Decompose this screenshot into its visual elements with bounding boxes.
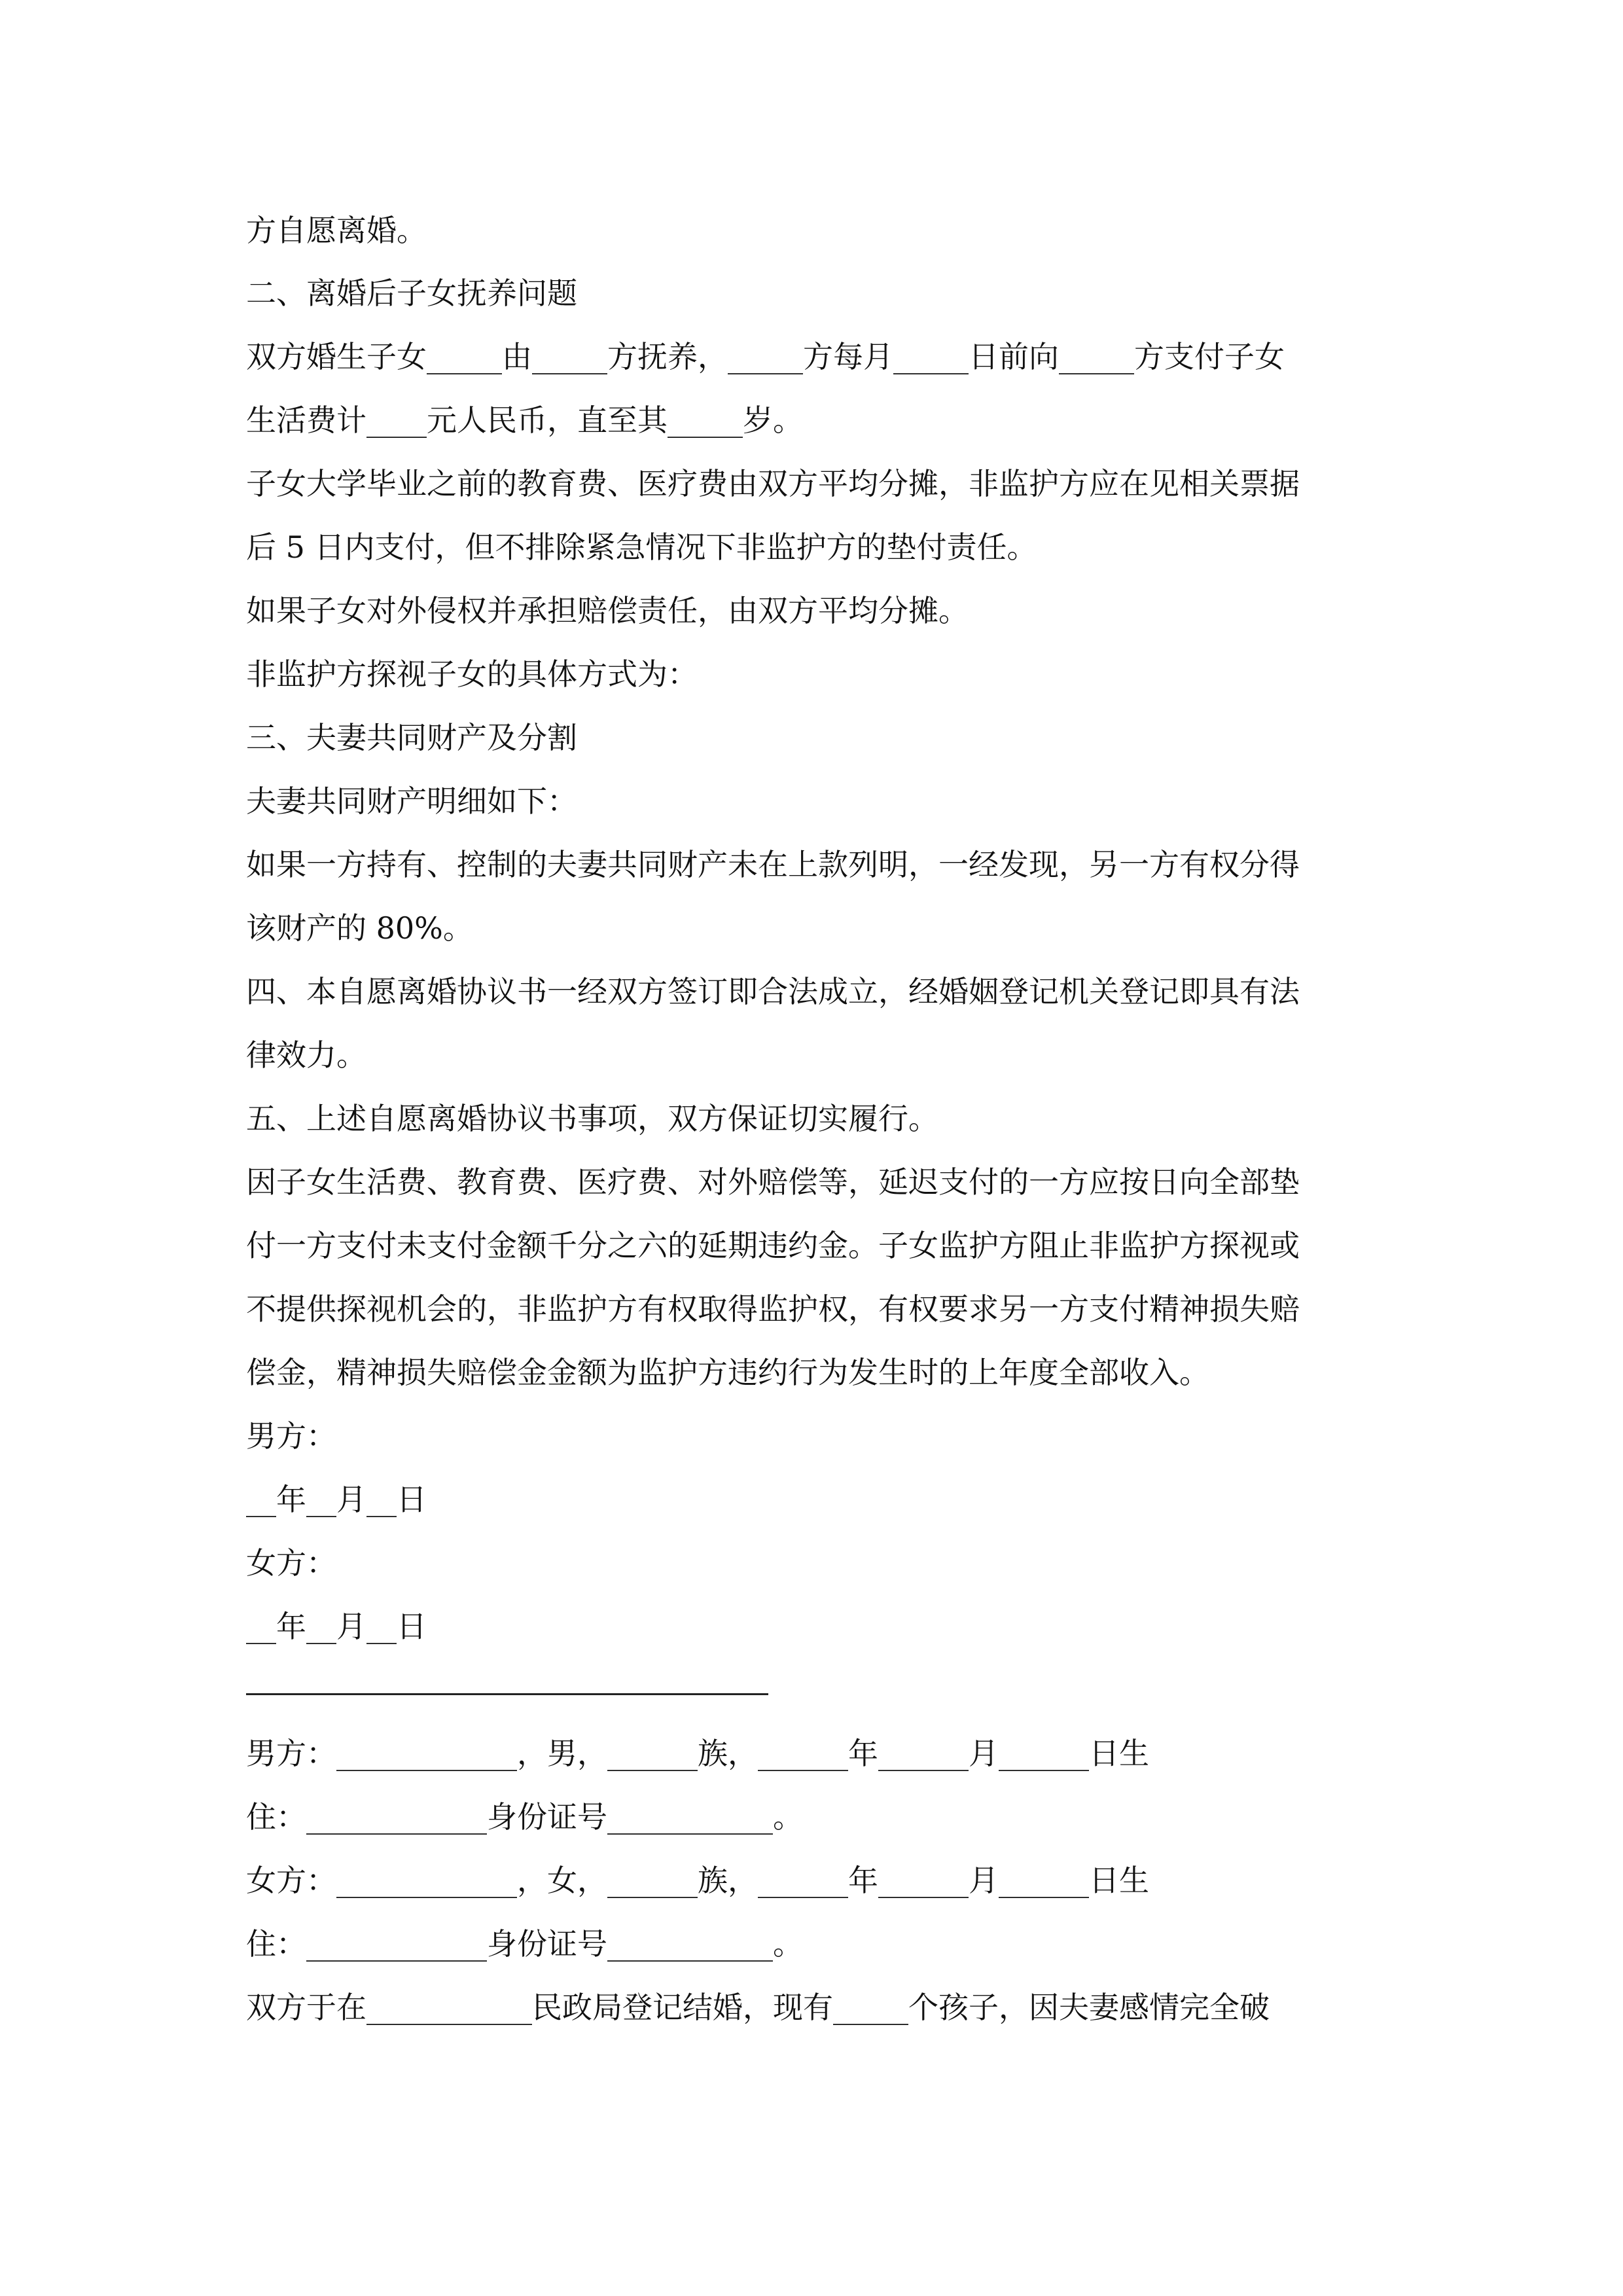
text-line: 付一方支付未支付金额千分之六的延期违约金。子女监护方阻止非监护方探视或: [246, 1228, 1300, 1263]
text-line: 非监护方探视子女的具体方式为：: [246, 656, 698, 692]
text-line: 律效力。: [246, 1037, 366, 1073]
text-line: 夫妻共同财产明细如下：: [246, 783, 577, 819]
date-line-male: __年__月__日: [246, 1482, 427, 1517]
text-line: 子女大学毕业之前的教育费、医疗费由双方平均分摊，非监护方应在见相关票据: [246, 466, 1300, 501]
signature-label-female: 女方：: [246, 1545, 336, 1581]
text-line: 不提供探视机会的，非监护方有权取得监护权，有权要求另一方支付精神损失赔: [246, 1291, 1300, 1327]
text-line: 生活费计____元人民币，直至其_____岁。: [246, 403, 803, 438]
text-line: 因子女生活费、教育费、医疗费、对外赔偿等，延迟支付的一方应按日向全部垫: [246, 1164, 1300, 1200]
text-line: 方自愿离婚。: [246, 213, 427, 248]
text-line: 双方婚生子女_____由_____方抚养，_____方每月_____日前向_____方支付子女: [246, 339, 1285, 374]
section-heading: 三、夫妻共同财产及分割: [246, 720, 577, 755]
signature-label-male: 男方：: [246, 1418, 336, 1454]
female-party-info: 女方：____________，女，______族，______年______月______日生: [246, 1863, 1149, 1898]
section-heading: 二、离婚后子女抚养问题: [246, 276, 577, 311]
text-line: 后 5 日内支付，但不排除紧急情况下非监护方的垫付责任。: [246, 529, 1037, 565]
male-party-info: 男方：____________，男，______族，______年______月______日生: [246, 1736, 1149, 1771]
female-address-line: 住：____________身份证号___________。: [246, 1926, 803, 1962]
text-line: 双方于在___________民政局登记结婚，现有_____个孩子，因夫妻感情完全破: [246, 1990, 1270, 2025]
section-divider: [246, 1693, 768, 1695]
date-line-female: __年__月__日: [246, 1609, 427, 1644]
text-line: 如果一方持有、控制的夫妻共同财产未在上款列明，一经发现，另一方有权分得: [246, 847, 1300, 882]
section-heading: 四、本自愿离婚协议书一经双方签订即合法成立，经婚姻登记机关登记即具有法: [246, 974, 1300, 1009]
male-address-line: 住：____________身份证号___________。: [246, 1799, 803, 1835]
section-heading: 五、上述自愿离婚协议书事项，双方保证切实履行。: [246, 1101, 938, 1136]
text-line: 如果子女对外侵权并承担赔偿责任，由双方平均分摊。: [246, 593, 969, 628]
text-line: 该财产的 80%。: [246, 910, 473, 946]
text-line: 偿金，精神损失赔偿金金额为监护方违约行为发生时的上年度全部收入。: [246, 1355, 1209, 1390]
